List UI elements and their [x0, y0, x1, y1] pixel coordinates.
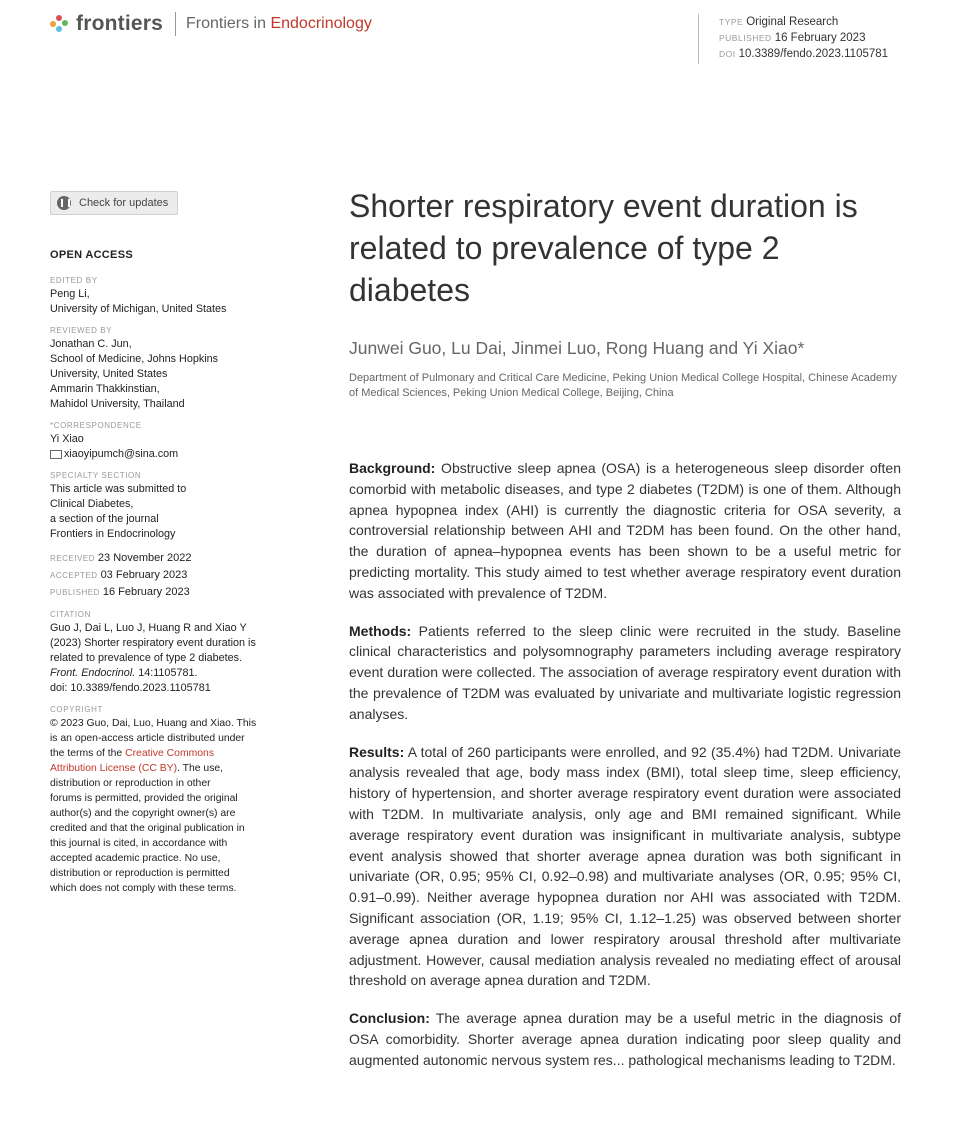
- email-icon: [50, 450, 62, 459]
- copyright: © 2023 Guo, Dai, Luo, Huang and Xiao. This is an open-access article distributed under the terms of the Creative Commons Attribution License (CC BY). The use, distribution or reproduction in other forums is permitted, provided the original author(s) and the copyright owner(s) are credited and that the original publication in this journal is cited, in accordance with accepted academic practice. No use, distribution or reproduction is permitted which does not comply with these terms.: [50, 718, 257, 894]
- abstract-methods: Methods: Patients referred to the sleep clinic were recruited in the study. Baseline clinical characteristics and polysomnography parameters including average respiratory event duration were collected. The association of average respiratory event duration with the prevalence of T2DM was evaluated by univariate and multivariate logistic regression analyses.: [349, 622, 901, 722]
- cc-license-link[interactable]: Creative Commons: [125, 748, 215, 759]
- citation-doi[interactable]: doi: 10.3389/fendo.2023.1105781: [50, 682, 211, 694]
- specialty-section: This article was submitted to Clinical Diabetes, a section of the journal Frontiers in Endocrinology: [50, 483, 187, 540]
- journal-header: [50, 12, 372, 36]
- authors: Junwei Guo, Lu Dai, Jinmei Luo, Rong Huang and Yi Xiao*: [349, 338, 805, 358]
- accepted-date: ACCEPTED 03 February 2023: [50, 569, 188, 581]
- specialty-label: SPECIALTY SECTION: [50, 471, 142, 480]
- correspondence: Yi Xiao xiaoyipumch@sina.com: [50, 432, 290, 462]
- article-meta: [698, 14, 888, 64]
- abstract-results: Results: A total of 260 participants were enrolled, and 92 (35.4%) had T2DM. Univariate analysis revealed that age, body mass index (BMI), total sleep time, sleep efficiency, history of hypertension, and shorter average respiratory event duration were associated with T2DM. In multivariate analysis, only age and BMI remained significant. While average respiratory event duration was insignificant in multivariate analysis, subtype event analysis showed that shorter average apnea duration was both significant in univariate (OR, 0.95; 95% CI, 0.92–0.98) and multivariate analyses (OR, 0.95; 95% CI, 0.91–0.99). Neither average hypopnea duration nor AHI was associated with T2DM. Significant association (OR, 1.19; 95% CI, 1.12–1.25) was observed between shorter average apnea duration and lower respiratory arousal threshold after multivariate adjustment. However, causal mediation analysis revealed no mediating effect of arousal threshold on average apnea duration and T2DM.: [349, 743, 901, 989]
- doi[interactable]: DOI 10.3389/fendo.2023.1105781: [719, 48, 889, 60]
- affiliation: Department of Pulmonary and Critical Care Medicine, Peking Union Medical College Hospital, Chinese Academy of Medical Sciences, Peking Union Medical College, Beijing, China: [349, 372, 897, 399]
- article-type: TYPE Original Research: [719, 16, 839, 28]
- cc-license-link-2[interactable]: Attribution License (CC BY): [50, 763, 178, 774]
- citation: Guo J, Dai L, Luo J, Huang R and Xiao Y (2023) Shorter respiratory event duration is related to prevalence of type 2 diabetes. Front. Endocrinol. 14:1105781. doi: 10.3389/fendo.2023.1105781: [50, 621, 290, 696]
- abstract: [349, 458, 901, 1088]
- abstract-background: Background: Obstructive sleep apnea (OSA) is a heterogeneous sleep disorder often comorbid with metabolic diseases, and type 2 diabetes (T2DM) is one of them. Although apnea hypopnea index (AHI) is currently the diagnostic criteria for OSA severity, a controversial relationship between AHI and T2DM has been found. On the other hand, the duration of apnea–hypopnea events has been shown to be a useful metric for predicting mortality. This study aimed to test whether average respiratory event duration was associated with prevalence of T2DM.: [349, 460, 901, 601]
- copyright-label: COPYRIGHT: [50, 705, 103, 714]
- edited-by-label: EDITED BY: [50, 276, 98, 285]
- received-date: RECEIVED 23 November 2022: [50, 552, 192, 564]
- header-divider: [175, 12, 176, 36]
- published-date-sidebar: PUBLISHED 16 February 2023: [50, 586, 190, 598]
- published-date: PUBLISHED 16 February 2023: [719, 32, 866, 44]
- abstract-conclusion: Conclusion: The average apnea duration may be a useful metric in the diagnosis of OSA comorbidity. Shorter average apnea duration indicating poor sleep quality and augmented autonomic nervous system res... pathological mechanisms leading to T2DM.: [349, 1010, 901, 1068]
- open-access-label: OPEN ACCESS: [50, 249, 133, 261]
- frontiers-logo-icon: [50, 13, 72, 35]
- reviewed-by-label: REVIEWED BY: [50, 326, 113, 335]
- article-title: Shorter respiratory event duration is related to prevalence of type 2 diabetes: [349, 188, 858, 308]
- update-icon: [57, 196, 71, 210]
- citation-label: CITATION: [50, 610, 91, 619]
- email-link[interactable]: xiaoyipumch@sina.com: [50, 447, 290, 462]
- correspondence-label: *CORRESPONDENCE: [50, 421, 142, 430]
- article-sidebar: [50, 248, 290, 896]
- check-for-updates-button[interactable]: Check for updates: [50, 191, 178, 215]
- reviewed-by: Jonathan C. Jun, School of Medicine, Johns Hopkins University, United States Ammarin Thakkinstian, Mahidol University, Thailand: [50, 338, 219, 410]
- journal-title[interactable]: Frontiers in Endocrinology: [185, 15, 372, 32]
- edited-by: Peng Li, University of Michigan, United States: [50, 288, 227, 315]
- brand-name[interactable]: frontiers: [76, 12, 163, 35]
